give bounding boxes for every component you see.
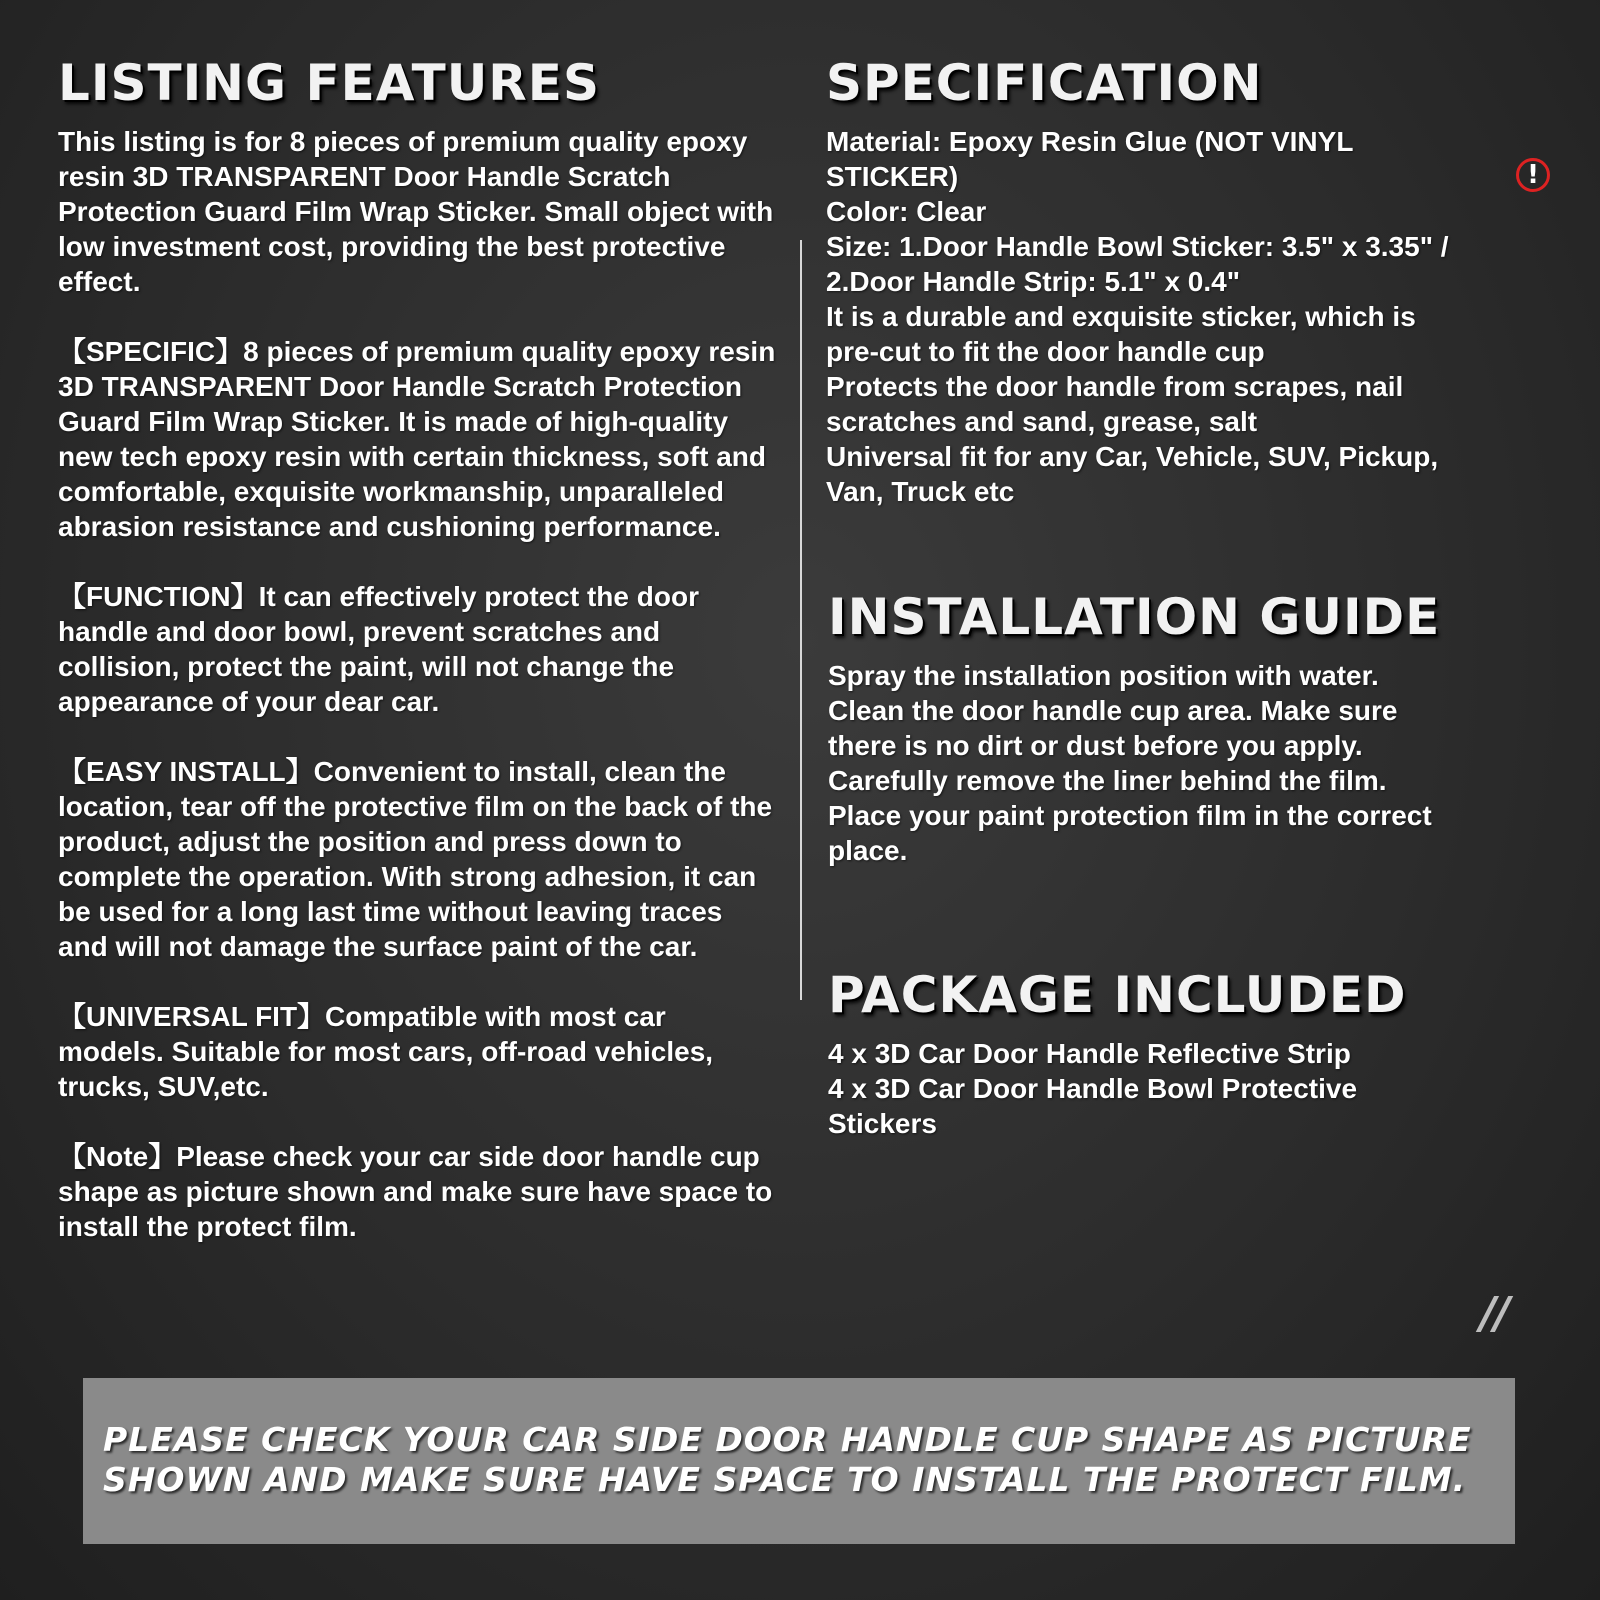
spec-line: STICKER) <box>826 161 959 192</box>
listing-specific: 【SPECIFIC】8 pieces of premium quality epoxy resin 3D TRANSPARENT Door Handle Scratch Protection Guard Film Wrap Sticker. It is made of high-quality new tech epoxy resin with certain thickness, soft and comfortable, exquisite workmanship, unparalleled abrasion resistance and cushioning performance. <box>58 336 776 542</box>
listing-features-section <box>58 54 778 1279</box>
spec-line: Protects the door handle from scrapes, nail <box>826 371 1404 402</box>
installation-guide-section <box>828 588 1528 868</box>
specification-section <box>826 54 1526 509</box>
specification-heading: SPECIFICATION <box>826 54 1263 112</box>
banner-line-1: PLEASE CHECK YOUR CAR SIDE DOOR HANDLE CUP SHAPE AS PICTURE <box>103 1420 1472 1459</box>
installation-lines <box>828 658 1528 868</box>
banner-line-2: SHOWN AND MAKE SURE HAVE SPACE TO INSTALL THE PROTECT FILM. <box>103 1460 1467 1499</box>
slash-decoration-icon: // <box>1480 1288 1509 1339</box>
listing-note: 【Note】Please check your car side door handle cup shape as picture shown and make sure have space to install the protect film. <box>58 1141 773 1242</box>
install-line: Clean the door handle cup area. Make sure <box>828 695 1398 726</box>
notice-banner <box>83 1378 1515 1544</box>
package-included-section <box>828 966 1528 1141</box>
warning-icon: ! <box>1516 158 1550 192</box>
install-line: Place your paint protection film in the correct <box>828 800 1432 831</box>
install-line: Spray the installation position with water. <box>828 660 1379 691</box>
installation-guide-heading: INSTALLATION GUIDE <box>828 588 1441 646</box>
package-line: 4 x 3D Car Door Handle Bowl Protective <box>828 1073 1358 1104</box>
spec-line: scratches and sand, grease, salt <box>826 406 1258 437</box>
spec-line: Universal fit for any Car, Vehicle, SUV, Pickup, <box>826 441 1439 472</box>
package-included-heading: PACKAGE INCLUDED <box>828 966 1407 1024</box>
spec-line: Color: Clear <box>826 196 987 227</box>
listing-intro: This listing is for 8 pieces of premium quality epoxy resin 3D TRANSPARENT Door Handle Scratch Protection Guard Film Wrap Sticker. Small object with low investment cost, providing the best protective effect. <box>58 126 774 297</box>
spec-line: Size: 1.Door Handle Bowl Sticker: 3.5" x 3.35" / <box>826 231 1449 262</box>
package-line: 4 x 3D Car Door Handle Reflective Strip <box>828 1038 1351 1069</box>
column-divider <box>800 240 802 1000</box>
spec-line: pre-cut to fit the door handle cup <box>826 336 1265 367</box>
spec-line: Material: Epoxy Resin Glue (NOT VINYL <box>826 126 1354 157</box>
spec-line: Van, Truck etc <box>826 476 1015 507</box>
listing-function: 【FUNCTION】It can effectively protect the door handle and door bowl, prevent scratches and collision, protect the paint, will not change the appearance of your dear car. <box>58 581 699 717</box>
package-lines <box>828 1036 1528 1141</box>
listing-universal-fit: 【UNIVERSAL FIT】Compatible with most car models. Suitable for most cars, off-road vehicles, trucks, SUV,etc. <box>58 1001 714 1102</box>
install-line: there is no dirt or dust before you apply. <box>828 730 1363 761</box>
specification-lines <box>826 124 1526 509</box>
spec-line: 2.Door Handle Strip: 5.1" x 0.4" <box>826 266 1240 297</box>
package-line: Stickers <box>828 1108 937 1139</box>
spec-line: It is a durable and exquisite sticker, which is <box>826 301 1416 332</box>
install-line: place. <box>828 835 908 866</box>
listing-features-heading: LISTING FEATURES <box>58 54 600 112</box>
listing-easy-install: 【EASY INSTALL】Convenient to install, clean the location, tear off the protective film on the back of the product, adjust the position and press down to complete the operation. With strong adhesion, it can be used for a long last time without leaving traces and will not damage the surface paint of the car. <box>58 756 773 962</box>
install-line: Carefully remove the liner behind the film. <box>828 765 1387 796</box>
